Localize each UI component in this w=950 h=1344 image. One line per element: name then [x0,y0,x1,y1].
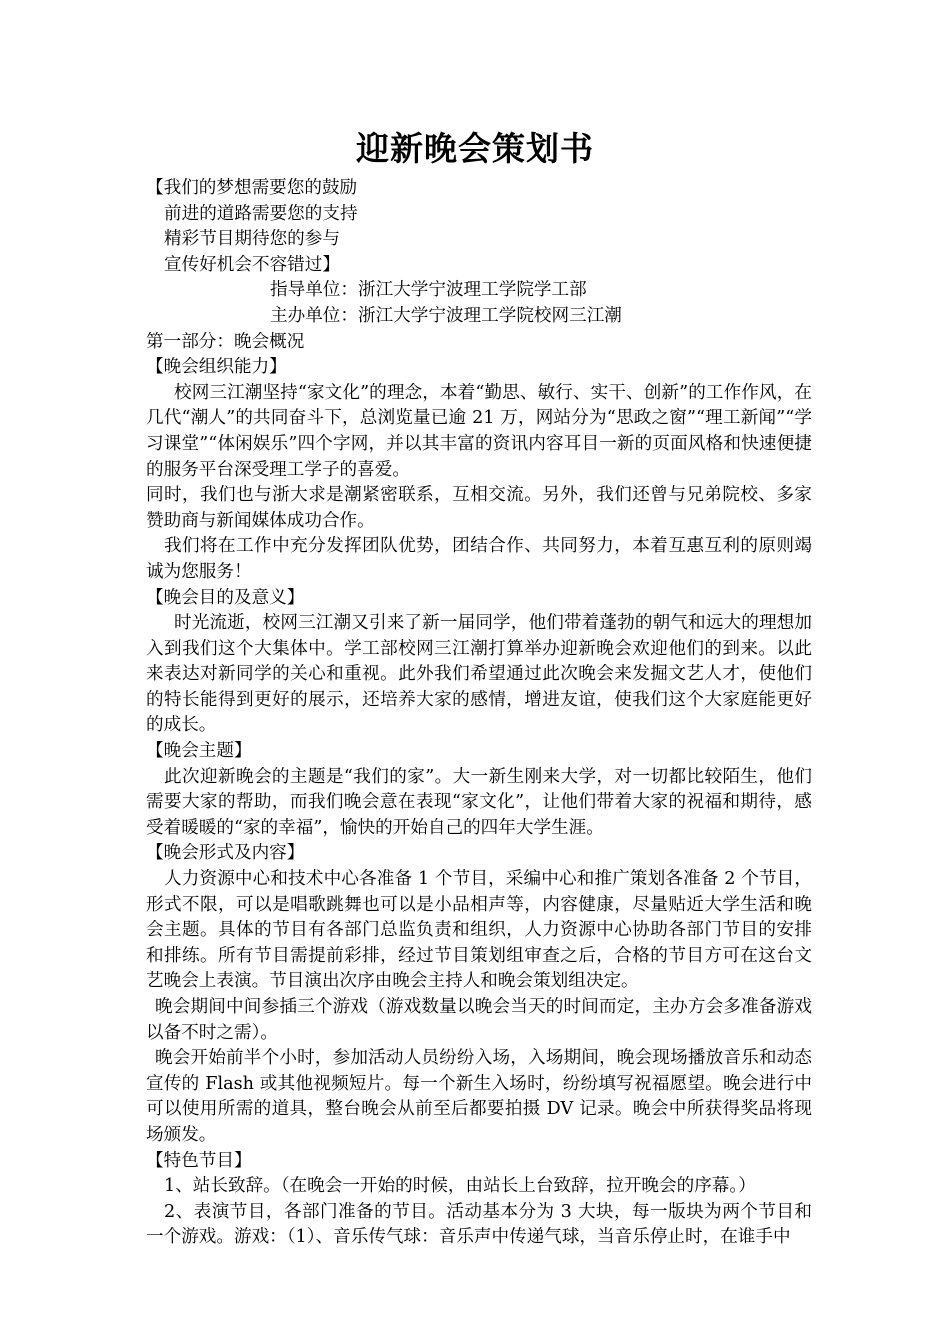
paragraph: 2、表演节目，各部门准备的节目。活动基本分为 3 大块，每一版块为两个节目和一个游戏。游戏：（1）、音乐传气球：音乐声中传递气球，当音乐停止时，在谁手中 [146,1201,812,1248]
slogan-line: 【我们的梦想需要您的鼓励 [146,178,358,198]
paragraph: 晚会期间中间参插三个游戏（游戏数量以晚会当天的时间而定，主办方会多准备游戏以备不时之需）。 [146,997,812,1043]
paragraph: 人力资源中心和技术中心各准备 1 个节目，采编中心和推广策划各准备 2 个节目，形式不限，可以是唱歌跳舞也可以是小品相声等，内容健康，尽量贴近大学生活和晚会主题。具体的节目有各部门总监负责和组织，人力资源中心协助各部门节目的安排和排练。所有节目需提前彩排，经过节目策划组审查之后，合格的节目方可在这台文艺晚会上表演。节目演出次序由晚会主持人和晚会策划组决定。 [146,869,812,992]
paragraph: 同时，我们也与浙大求是潮紧密联系，互相交流。另外，我们还曾与兄弟院校、多家赞助商与新闻媒体成功合作。 [146,485,812,531]
slogan-line: 前进的道路需要您的支持 [164,203,358,224]
section-heading: 【晚会目的及意义】 [146,587,305,608]
slogan-line: 宣传好机会不容错过】 [164,254,340,275]
slogan-line: 精彩节目期待您的参与 [164,229,340,250]
section-heading: 【晚会主题】 [146,741,252,762]
paragraph: 时光流逝，校网三江潮又引来了新一届同学，他们带着蓬勃的朝气和远大的理想加入到我们这个大集体中。学工部校网三江潮打算举办迎新晚会欢迎他们的到来。以此来表达对新同学的关心和重视。此外我们希望通过此次晚会来发掘文艺人才，使他们的特长能得到更好的展示，还培养大家的感情，增进友谊，使我们这个大家庭能更好的成长。 [146,613,812,736]
part-heading: 第一部分：晚会概况 [146,331,305,352]
paragraph: 此次迎新晚会的主题是“我们的家”。大一新生刚来大学，对一切都比较陌生，他们需要大家的帮助，而我们晚会意在表现“家文化”，让他们带着大家的祝福和期待，感受着暖暖的“家的幸福”，愉快的开始自己的四年大学生涯。 [146,766,812,838]
section-heading: 【晚会组织能力】 [146,357,287,378]
guide-unit: 指导单位：浙江大学宁波理工学院学工部 [270,280,587,301]
document-title: 迎新晚会策划书 [356,129,594,168]
document-body [146,176,812,1251]
paragraph: 我们将在工作中充分发挥团队优势，团结合作、共同努力，本着互惠互利的原则竭诚为您服务！ [146,536,812,582]
host-unit: 主办单位：浙江大学宁波理工学院校网三江潮 [270,305,622,326]
paragraph: 校网三江潮坚持“家文化”的理念，本着“勤思、敏行、实干、创新”的工作作风，在几代“潮人”的共同奋斗下，总浏览量已逾 21 万，网站分为“思政之窗”“理工新闻”“学习课堂”“体闲娱乐”四个字网，并以其丰富的资讯内容耳目一新的页面风格和快速便捷的服务平台深受理工学子的喜爱。 [146,382,812,480]
section-heading: 【晚会形式及内容】 [146,843,305,864]
paragraph: 晚会开始前半个小时，参加活动人员纷纷入场，入场期间，晚会现场播放音乐和动态宣传的 Flash 或其他视频短片。每一个新生入场时，纷纷填写祝福愿望。晚会进行中可以使用所需的道具，整台晚会从前至后都要拍摄 DV 记录。晚会中所获得奖品将现场颁发。 [146,1048,812,1145]
section-heading: 【特色节目】 [146,1150,252,1171]
paragraph: 1、站长致辞。（在晚会一开始的时候，由站长上台致辞，拉开晚会的序幕。） [164,1176,756,1197]
